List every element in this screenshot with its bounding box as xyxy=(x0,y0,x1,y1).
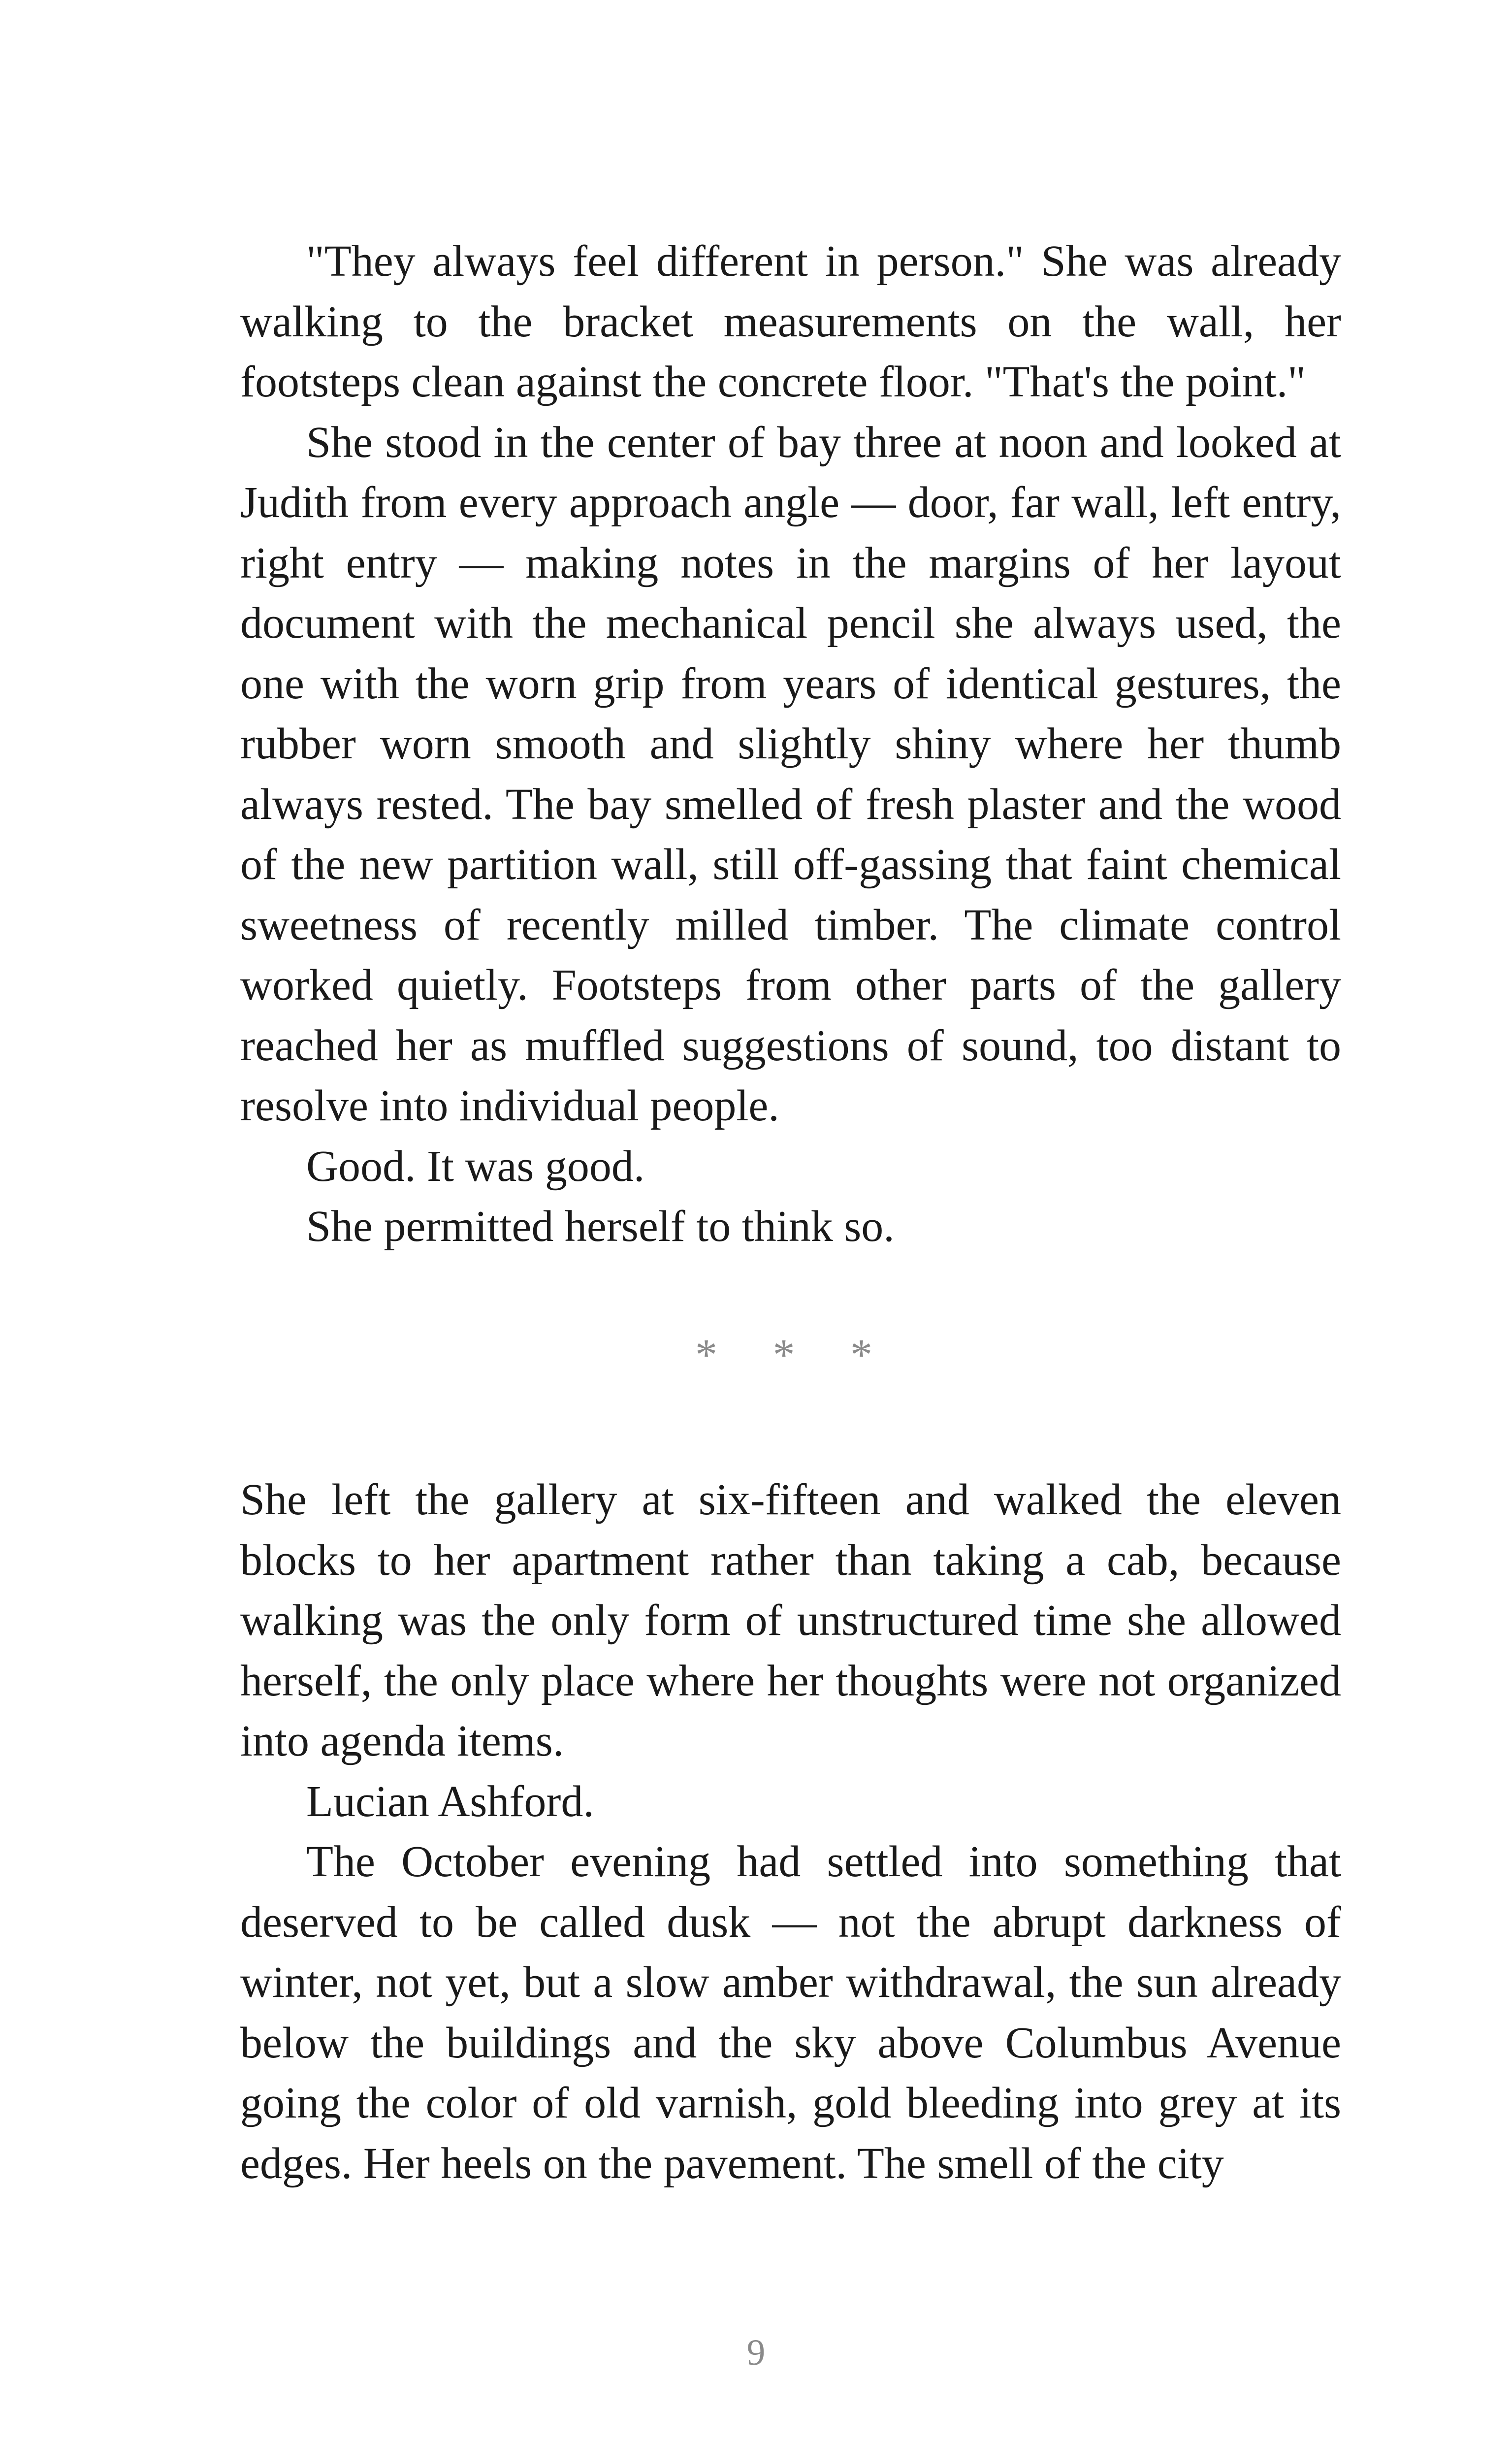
paragraph: She stood in the center of bay three at noon and looked at Judith from every approach angle — door, far wall, left entry, right entry — making notes in the margins of her layout document with the mechanical pencil she always used, the one with the worn grip from years of identical gestures, the rubber worn smooth and slightly shiny where her thumb always rested. The bay smelled of fresh plaster and the wood of the new partition wall, still off-gassing that faint chemical sweetness of recently milled timber. The climate control worked quietly. Footsteps from other parts of the gallery reached her as muffled suggestions of sound, too distant to resolve into individual people. xyxy=(240,418,1341,1130)
paragraph: She permitted herself to think so. xyxy=(306,1202,895,1251)
text-section-one xyxy=(240,231,1341,1257)
text-section-two xyxy=(240,1470,1341,2194)
scene-break: * * * xyxy=(695,1331,895,1379)
paragraph: The October evening had settled into something that deserved to be called dusk — not the abrupt darkness of winter, not yet, but a slow amber withdrawal, the sun already below the buildings and the sky above Columbus Avenue going the color of old varnish, gold bleeding into grey at its edges. Her heels on the pavement. The smell of the city xyxy=(240,1837,1341,2188)
paragraph: Lucian Ashford. xyxy=(306,1777,594,1826)
page-number: 9 xyxy=(746,2332,766,2373)
paragraph: Good. It was good. xyxy=(306,1141,645,1191)
paragraph: "They always feel different in person." She was already walking to the bracket measurements on the wall, her footsteps clean against the concrete floor. "That's the point." xyxy=(240,237,1341,406)
paragraph: She left the gallery at six-fifteen and walked the eleven blocks to her apartment rather than taking a cab, because walking was the only form of unstructured time she allowed herself, the only place where her thoughts were not organized into agenda items. xyxy=(240,1475,1341,1765)
